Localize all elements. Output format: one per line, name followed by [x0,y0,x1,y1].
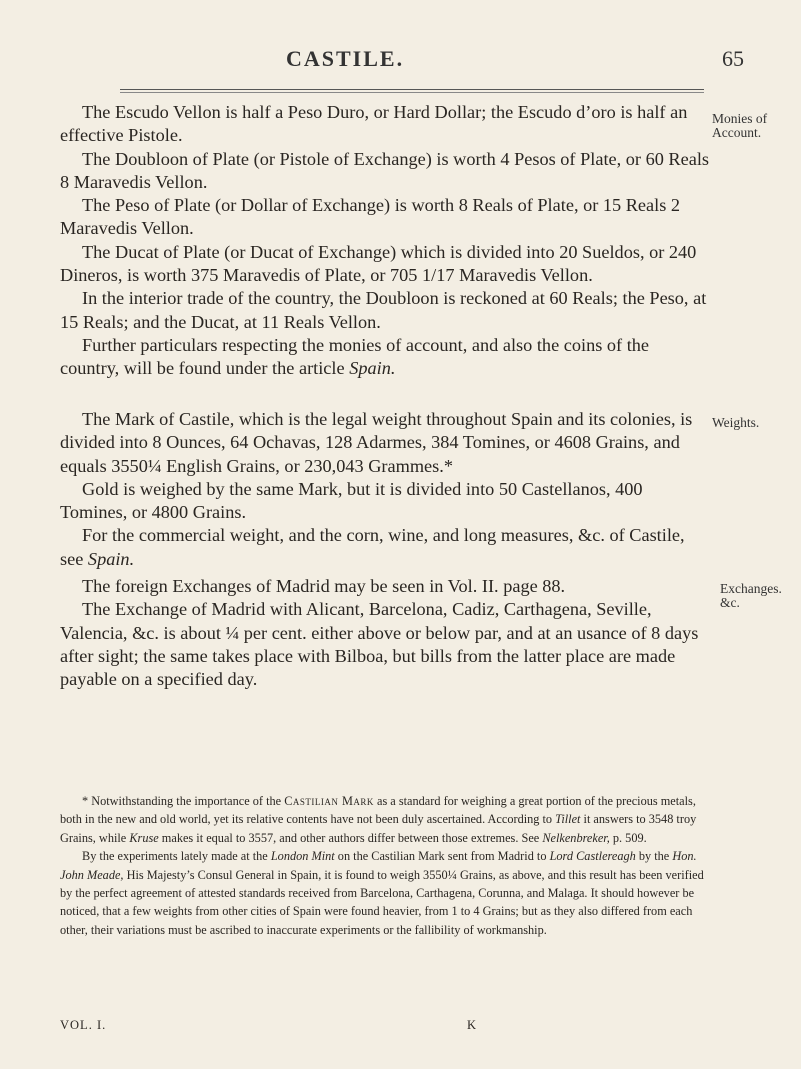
footnote-text: p. 509. [609,830,647,845]
weights-paragraph [60,524,710,571]
running-title: CASTILE. [286,46,405,71]
footnote-text: by the [635,849,673,864]
page-header [0,46,801,76]
exchanges-section [60,575,710,691]
volume-label: VOL. I. [60,1018,107,1032]
footnote-text: as a standard for weighing a great portion of the precious metals, both in the new and old world, yet its relative contents have not been duly ascertained. According to [60,794,696,827]
monies-paragraph: In the interior trade of the country, the Doubloon is reckoned at 60 Reals; the Peso, at 15 Reals; and the Ducat, at 11 Reals Vellon. [60,288,707,332]
header-rule-secondary [120,92,704,93]
spain-reference: Spain. [87,548,135,569]
monies-text: Further particulars respecting the monies of account, and also the coins of the country, will be found under the article [60,334,650,379]
monies-paragraph: The Ducat of Plate (or Ducat of Exchange) which is divided into 20 Sueldos, or 240 Dineros, is worth 375 Maravedis of Plate, or 705 1/17 Maravedis Vellon. [60,241,697,286]
margin-note-exchanges: Exchanges. &c. [720,581,782,610]
footnote-paragraph [60,847,710,939]
margin-note-monies: Monies of Account. [712,111,768,140]
monies-paragraph: The Doubloon of Plate (or Pistole of Exchange) is worth 4 Pesos of Plate, or 60 Reals 8 Maravedis Vellon. [60,148,710,192]
author-kruse: Kruse [129,830,159,845]
footnote-text: * Notwithstanding the importance of the [82,794,285,808]
page-signature [60,1018,710,1034]
signature-mark: K [467,1018,477,1032]
footnote-text: on the Castilian Mark sent from Madrid to [334,849,550,864]
monies-section [60,101,710,381]
monies-paragraph: The Peso of Plate (or Dollar of Exchange) is worth 8 Reals of Plate, or 15 Reals 2 Maravedis Vellon. [60,195,681,239]
margin-note-weights: Weights. [712,415,760,430]
london-mint: London Mint [270,849,335,864]
weights-paragraph: The Mark of Castile, which is the legal weight throughout Spain and its colonies, is divided into 8 Ounces, 64 Ochavas, 128 Adarmes, 384 Tomines, or 4608 Grains, and equals 3550¼ English Grains, or 230,043 Grammes.* [60,409,693,476]
weights-text: For the commercial weight, and the corn, wine, and long measures, &c. of Castile, see [60,525,685,569]
exchanges-paragraph: The foreign Exchanges of Madrid may be seen in Vol. II. page 88. [82,576,566,596]
footnote-paragraph [60,792,710,847]
lord-castlereagh: Lord Castlereagh [549,849,636,864]
monies-paragraph: The Escudo Vellon is half a Peso Duro, or Hard Dollar; the Escudo d’oro is half an effective Pistole. [60,102,688,146]
page-number: 65 [722,46,744,71]
spain-reference: Spain. [349,358,396,379]
header-rule [120,89,704,90]
weights-section [60,408,710,571]
john-meade: Hon. John Meade, [60,849,697,882]
exchanges-paragraph: The Exchange of Madrid with Alicant, Barcelona, Cadiz, Carthagena, Seville, Valencia, &c. is about ¼ per cent. either above or below par, and at an usance of 8 days after sight; the same takes place with Bilboa, but bills from the latter place are made payable on a specified day. [60,599,699,690]
author-nelkenbreker: Nelkenbreker, [542,830,610,845]
footnote-text: His Majesty’s Consul General in Spain, it is found to weigh 3550¼ Grains, as above, and this result has been verified by the perfect agreement of attested standards received from Barcelona, Carthagena, Corunna, and Malaga. It should however be noticed, that a few weights from other cities of Spain were found heavier, from 1 to 4 Grains; but as they also differed from each other, their variations must be ascribed to inaccurate experiments or the fallibility of workmanship. [60,867,704,937]
footnote-text: it answers to 3548 troy Grains, while [60,812,697,845]
footnote-text: By the experiments lately made at the [82,849,271,864]
footnote [60,792,710,939]
monies-paragraph [60,334,710,381]
footnote-small-caps: Castilian Mark [284,794,374,808]
author-tillet: Tillet [555,812,581,827]
footnote-text: makes it equal to 3557, and other authors differ between those extremes. See [158,830,543,845]
weights-paragraph: Gold is weighed by the same Mark, but it is divided into 50 Castellanos, 400 Tomines, or 4800 Grains. [60,478,643,523]
